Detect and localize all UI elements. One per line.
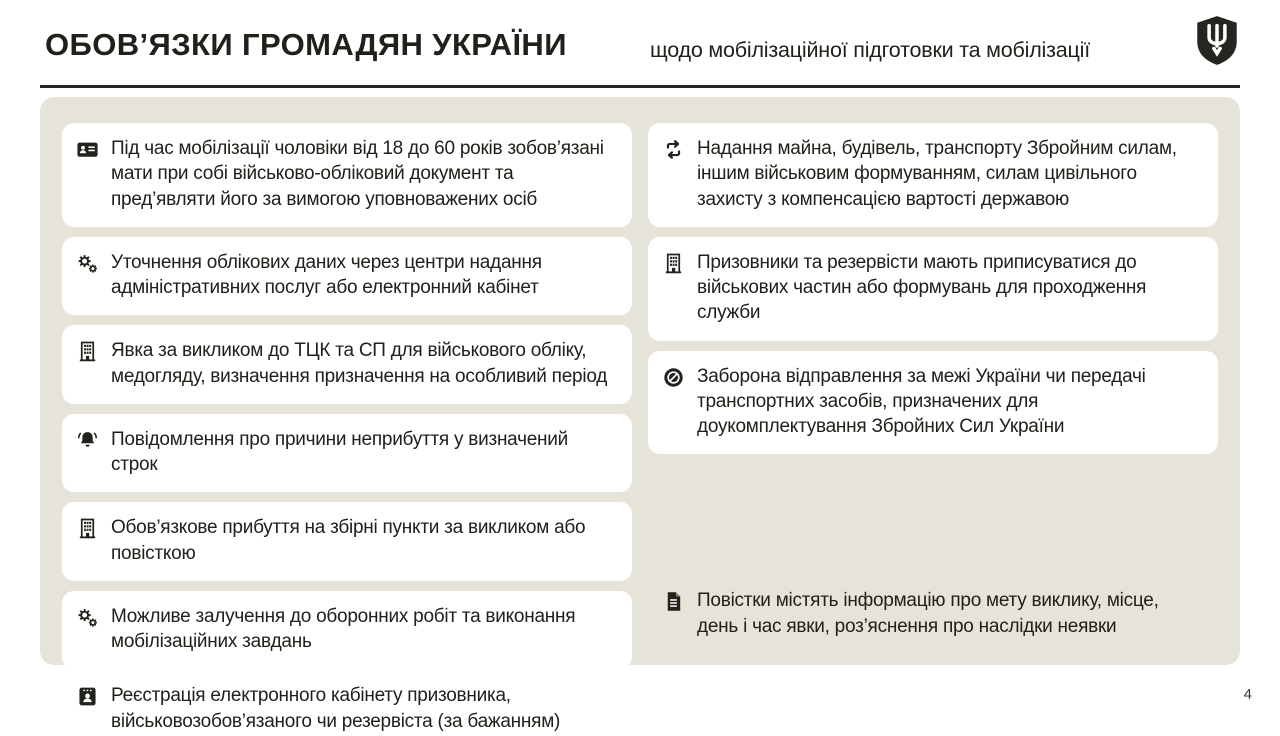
duty-text: Під час мобілізації чоловіки від 18 до 60 років зобов’язані мати при собі військово-обліковий документ та пред’являти його за вимогою уповноважених осіб xyxy=(111,138,604,210)
note-text: Повістки містять інформацію про мету виклику, місце, день і час явки, роз’яснення про наслідки неявки xyxy=(697,590,1159,637)
right-column xyxy=(648,123,1218,641)
duty-text: Повідомлення про причини неприбуття у визначений строк xyxy=(111,428,569,476)
page-title: ОБОВ’ЯЗКИ ГРОМАДЯН УКРАЇНИ xyxy=(45,27,567,62)
note-text: Реєстрація електронного кабінету призовника, військовозобов’язаного чи резервіста (за бажанням) xyxy=(111,685,561,732)
slide-header xyxy=(0,0,1280,85)
duty-text: Надання майна, будівель, транспорту Збройним силам, іншим військовим формуванням, силам цивільного захисту з компенсацією вартості державою xyxy=(697,138,1177,210)
document-icon xyxy=(662,590,685,613)
building-icon xyxy=(662,252,685,275)
duty-card xyxy=(62,237,632,316)
duty-text: Обов’язкове прибуття на збірні пункти за викликом або повісткою xyxy=(111,517,586,564)
content-panel xyxy=(40,97,1240,732)
duty-card xyxy=(648,237,1218,341)
page-number: 4 xyxy=(1243,686,1252,703)
duty-card xyxy=(62,325,632,404)
duty-card xyxy=(648,351,1218,455)
duty-text: Можливе залучення до оборонних робіт та виконання мобілізаційних завдань xyxy=(111,605,576,653)
duty-card xyxy=(62,591,632,670)
duty-text: Явка за викликом до ТЦК та СП для військового обліку, медогляду, визначення призначення на особливий період xyxy=(111,340,608,387)
duty-text: Призовники та резервісти мають приписуватися до військових частин або формувань для проходження служби xyxy=(697,251,1147,324)
id-card-icon xyxy=(76,138,99,161)
duty-card xyxy=(62,123,632,227)
ban-icon xyxy=(662,366,685,389)
duty-card xyxy=(648,123,1218,227)
page-subtitle: щодо мобілізаційної підготовки та мобілізації xyxy=(650,38,1091,62)
duty-card xyxy=(62,502,632,581)
ukraine-trident-shield-icon xyxy=(1192,14,1242,68)
e-cabinet-badge-icon xyxy=(76,685,99,708)
bell-ring-icon xyxy=(76,429,99,452)
swap-arrows-icon xyxy=(662,138,685,161)
duty-text: Уточнення облікових даних через центри надання адміністративних послуг або електронний кабінет xyxy=(111,251,542,299)
header-divider xyxy=(40,85,1240,88)
building-icon xyxy=(76,340,99,363)
duty-text: Заборона відправлення за межі України чи передачі транспортних засобів, призначених для доукомплектування Збройних Сил України xyxy=(697,365,1146,438)
building-icon xyxy=(76,517,99,540)
gears-icon xyxy=(76,252,99,275)
left-column xyxy=(62,123,632,732)
gears-icon xyxy=(76,606,99,629)
duty-card xyxy=(62,414,632,493)
panel-note xyxy=(648,584,1218,641)
panel-note xyxy=(62,679,632,736)
